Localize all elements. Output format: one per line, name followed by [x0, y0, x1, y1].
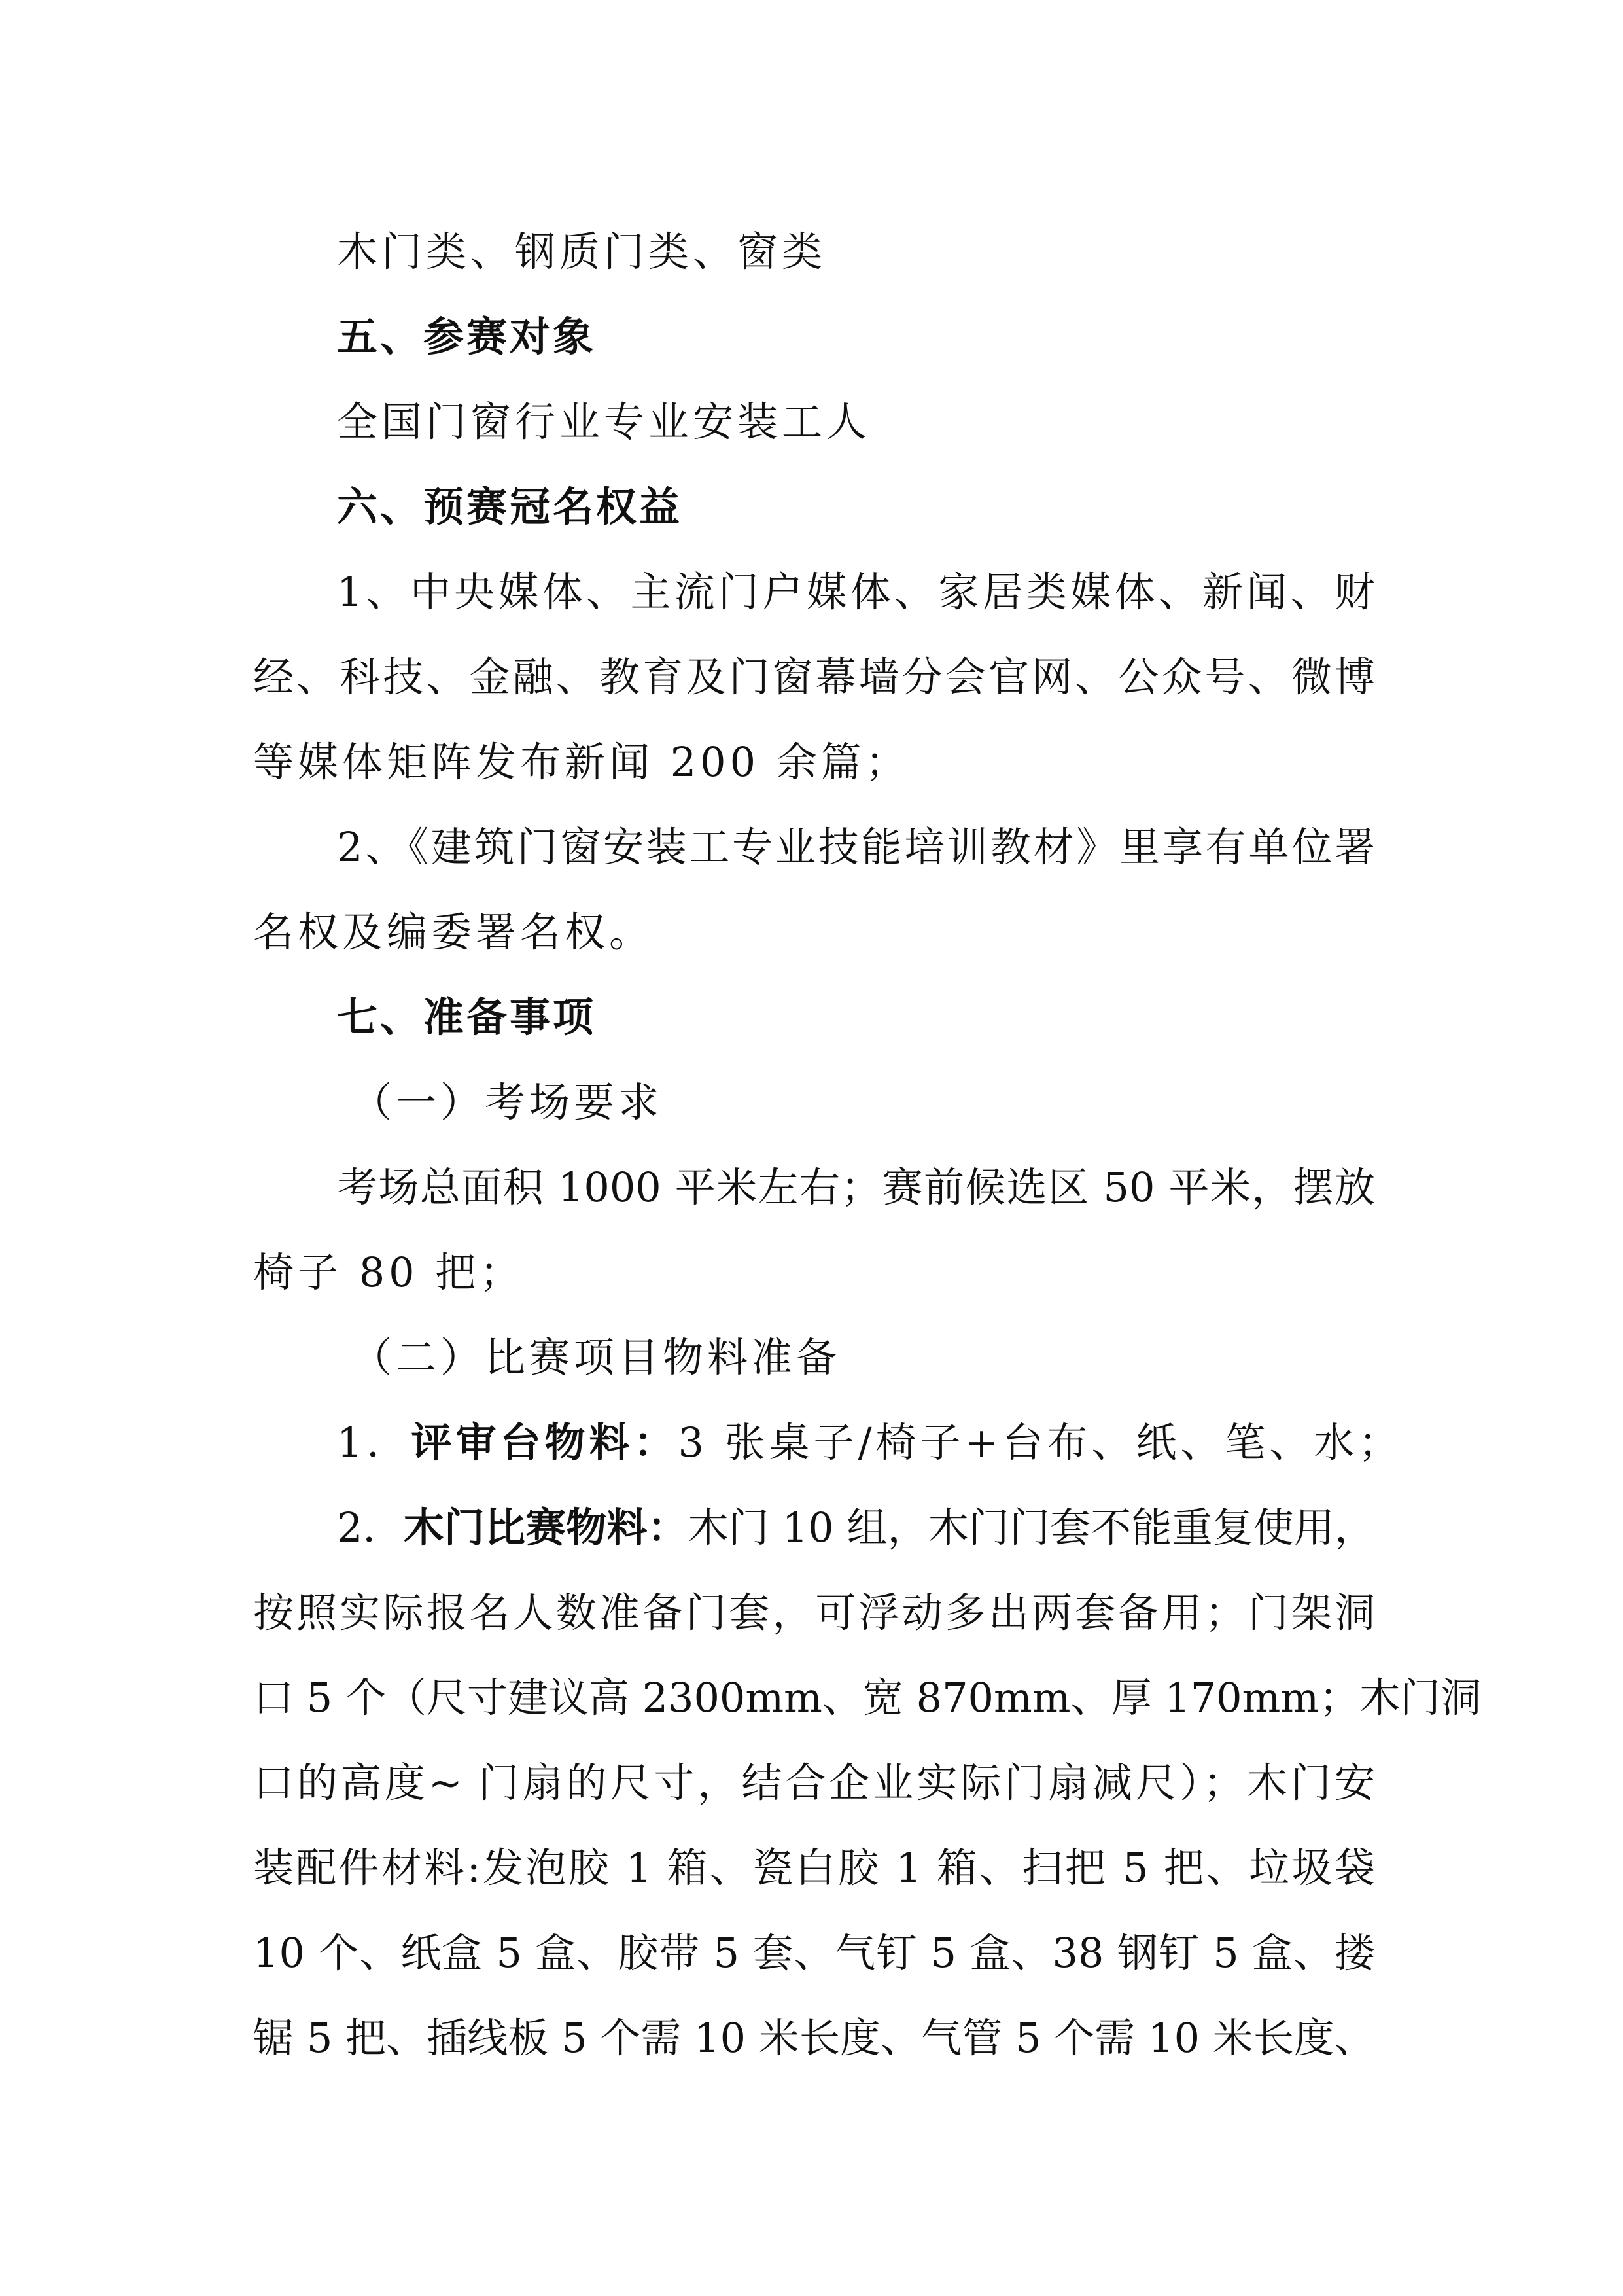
subheading-venue-requirements: （一）考场要求	[351, 1078, 663, 1126]
item-number: 2．	[337, 1504, 404, 1551]
materials-item-2-line-6: 10 个、纸盒 5 盒、胶带 5 套、气钉 5 盒、38 钢钉 5 盒、搂	[253, 1929, 1375, 1977]
category-list-line: 木门类、钢质门类、窗类	[337, 228, 827, 275]
item-text: 木门 10 组，木门门套不能重复使用，	[688, 1504, 1375, 1551]
item-number: 1．	[337, 1419, 411, 1466]
item-lead-wooden-door: 木门比赛物料：	[403, 1504, 688, 1551]
venue-text-line-1: 考场总面积 1000 平米左右；赛前候选区 50 平米，摆放	[337, 1163, 1375, 1211]
section-heading-participants: 五、参赛对象	[337, 313, 597, 361]
rights-item-2-line-1: 2、《建筑门窗安装工专业技能培训教材》里享有单位署	[337, 823, 1375, 871]
materials-item-2-line-2: 按照实际报名人数准备门套，可浮动多出两套备用；门架洞	[253, 1589, 1375, 1636]
materials-item-2-line-3: 口 5 个（尺寸建议高 2300mm、宽 870mm、厚 170mm；木门洞	[253, 1674, 1482, 1722]
item-text: 3 张桌子/椅子+台布、纸、笔、水；	[678, 1419, 1403, 1466]
section-heading-sponsorship-rights: 六、预赛冠名权益	[337, 483, 683, 531]
materials-item-1	[253, 1400, 1403, 1485]
item-lead-judging-table: 评审台物料：	[411, 1419, 678, 1466]
rights-item-1-line-3: 等媒体矩阵发布新闻 200 余篇；	[253, 738, 910, 786]
materials-item-2-line-1	[253, 1485, 1375, 1570]
subheading-materials: （二）比赛项目物料准备	[351, 1333, 841, 1381]
participants-text: 全国门窗行业专业安装工人	[337, 398, 871, 446]
materials-item-2-line-4: 口的高度~ 门扇的尺寸，结合企业实际门扇减尺）；木门安	[253, 1759, 1375, 1807]
document-page	[253, 209, 1482, 2081]
section-heading-preparation: 七、准备事项	[337, 993, 597, 1041]
venue-text-line-2: 椅子 80 把；	[253, 1248, 525, 1296]
rights-item-1-line-1: 1、中央媒体、主流门户媒体、家居类媒体、新闻、财	[337, 568, 1375, 616]
materials-item-2-line-7: 锯 5 把、插线板 5 个需 10 米长度、气管 5 个需 10 米长度、	[253, 2014, 1375, 2062]
rights-item-2-line-2: 名权及编委署名权。	[253, 908, 654, 956]
rights-item-1-line-2: 经、科技、金融、教育及门窗幕墙分会官网、公众号、微博	[253, 653, 1375, 701]
materials-item-2-line-5: 装配件材料:发泡胶 1 箱、瓷白胶 1 箱、扫把 5 把、垃圾袋	[253, 1844, 1375, 1892]
